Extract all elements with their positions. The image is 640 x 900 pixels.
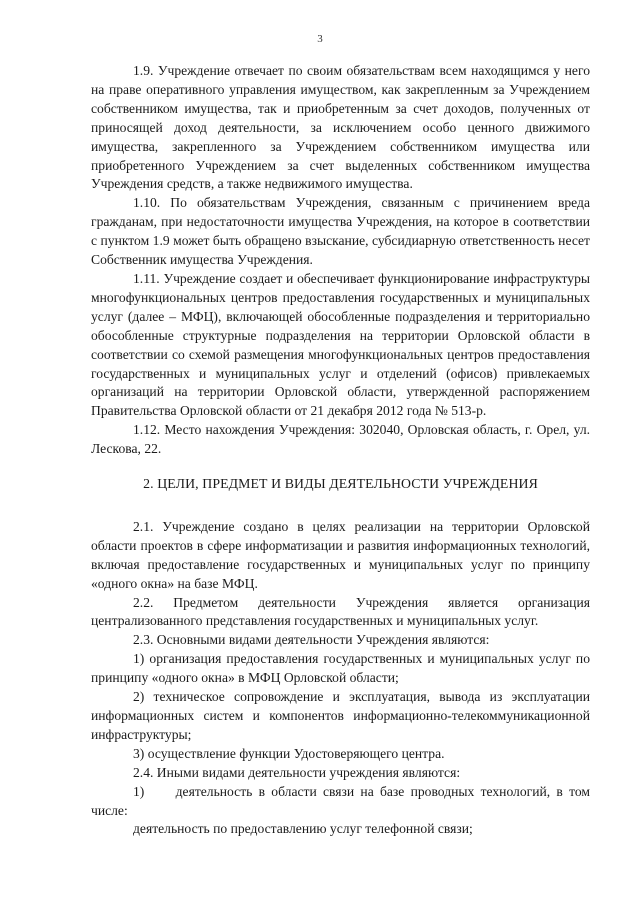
list-item-2-3-3: 3) осуществление функции Удостоверяющего центра. <box>133 745 445 761</box>
paragraph-1-12: 1.12. Место нахождения Учреждения: 302040, Орловская область, г. Орел, ул. Лескова, 22. <box>91 422 590 457</box>
paragraph-1-10: 1.10. По обязательствам Учреждения, связанным с причинением вреда гражданам, при недостаточности имущества Учреждения, на которое в соответствии с пунктом 1.9 может быть обращено взыскание, субсидиарную ответственность несет Собственник имущества Учреждения. <box>91 195 590 268</box>
paragraph-2-1: 2.1. Учреждение создано в целях реализации на территории Орловской области проектов в сфере информатизации и развития информационных технологий, включая предоставление государственных и муниципальных услуг по принципу «одного окна» на базе МФЦ. <box>91 518 590 591</box>
paragraph-2-4: 2.4. Иными видами деятельности учреждения являются: <box>133 764 461 780</box>
paragraph-2-2: 2.2. Предметом деятельности Учреждения является организация централизованного представления государственных и муниципальных услуг. <box>91 594 590 629</box>
paragraph-1-9: 1.9. Учреждение отвечает по своим обязательствам всем находящимся у него на праве оперативного управления имуществом, как закрепленным за Учреждением собственником имущества, так и приобретенным за счет доходов, полученных от приносящей доход деятельности, за исключением особо ценного движимого имущества, закрепленного за Учреждением собственником имущества или приобретенного Учреждением за счет выделенных собственником имущества Учреждения средств, а также недвижимого имущества. <box>91 63 590 192</box>
paragraph-2-3: 2.3. Основными видами деятельности Учреждения являются: <box>133 632 490 648</box>
paragraph-1-11: 1.11. Учреждение создает и обеспечивает функционирование инфраструктуры многофункциональных центров предоставления государственных и муниципальных услуг (далее – МФЦ), включающей обособленные подразделения и территориально обособленные структурные подразделения на территории Орловской области в соответствии со схемой размещения многофункциональных центров предоставления государственных и муниципальных услуг и отделений (офисов) привлекаемых организаций на территории Орловской области, утвержденной распоряжением Правительства Орловской области от 21 декабря 2012 года № 513-р. <box>91 270 590 419</box>
list-item-2-3-2: 2) техническое сопровождение и эксплуатация, вывода из эксплуатации информационных систем и компонентов информационно-телекоммуникационной инфраструктуры; <box>91 689 590 742</box>
list-item-2-4-1: 1) деятельность в области связи на базе проводных технологий, в том числе: <box>91 783 594 818</box>
document-body <box>91 62 594 839</box>
list-item-2-3-1: 1) организация предоставления государственных и муниципальных услуг по принципу «одного окна» в МФЦ Орловской области; <box>91 651 590 686</box>
page-number: 3 <box>317 33 323 45</box>
section-heading: 2. ЦЕЛИ, ПРЕДМЕТ И ВИДЫ ДЕЯТЕЛЬНОСТИ УЧРЕЖДЕНИЯ <box>143 476 538 492</box>
list-item-2-4-1-sub: деятельность по предоставлению услуг телефонной связи; <box>133 821 473 837</box>
